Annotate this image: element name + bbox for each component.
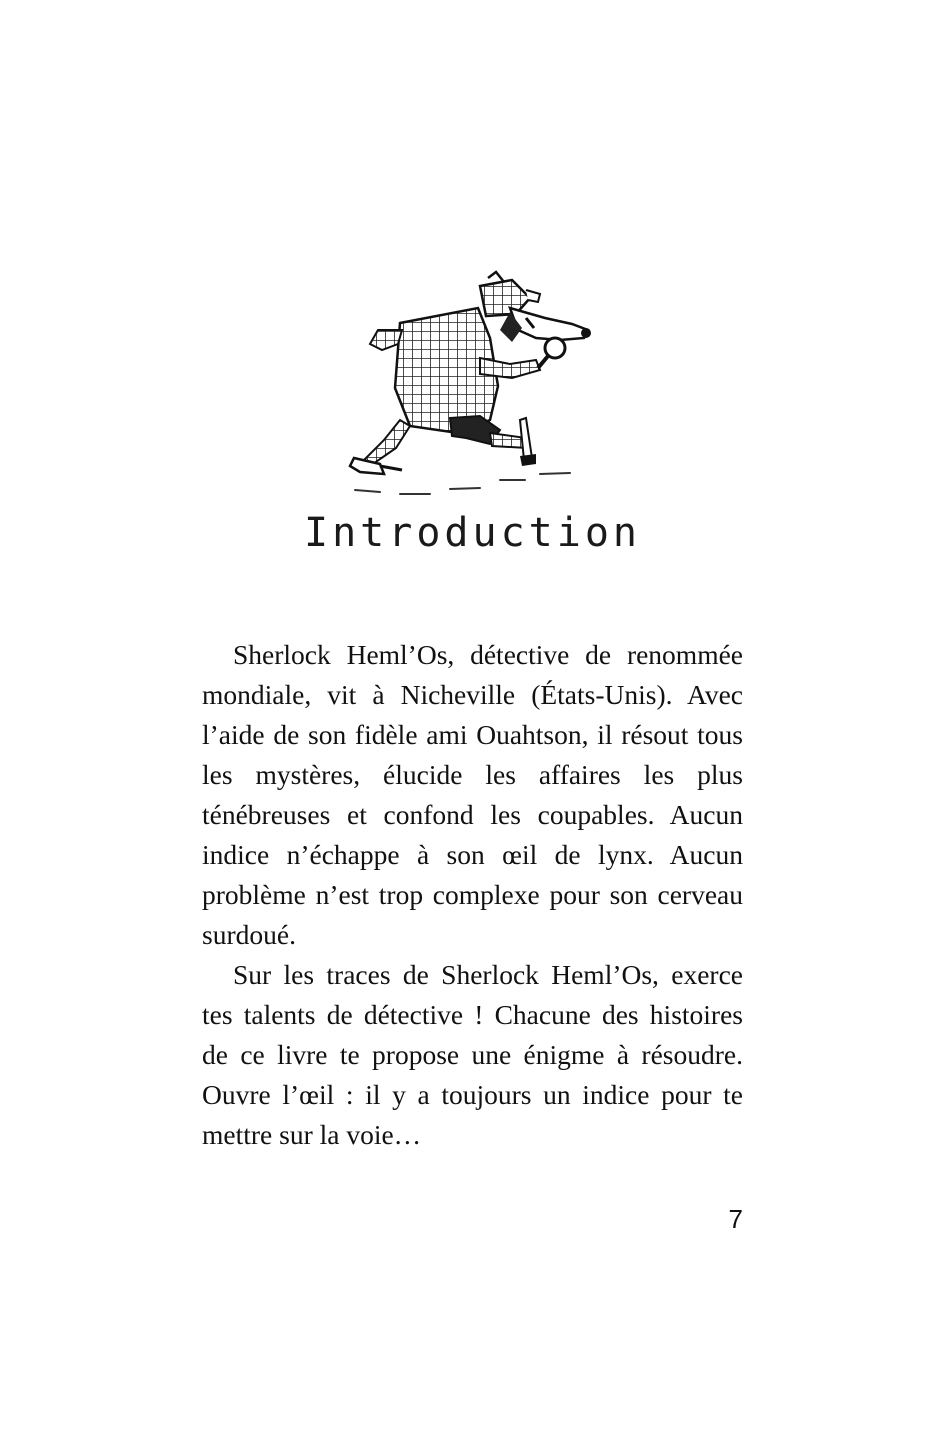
paragraph: Sur les traces de Sherlock Heml’Os, exerce tes talents de détective ! Chacune des histoires de ce livre te propose une énigme à résoudre. Ouvre l’œil : il y a toujours un indice pour te mettre sur la voie…: [202, 959, 743, 1150]
detective-dog-with-magnifying-glass-icon: [340, 268, 610, 504]
body-text: [202, 635, 743, 1155]
paragraph: Sherlock Heml’Os, détective de renommée mondiale, vit à Nicheville (États-Unis). Avec l’aide de son fidèle ami Ouahtson, il résout tous les mystères, élucide les affaires les plus ténébreuses et confond les coupables. Aucun indice n’échappe à son œil de lynx. Aucun problème n’est trop complexe pour son cerveau surdoué.: [202, 639, 743, 950]
page-number: 7: [728, 1204, 743, 1234]
detective-dog-illustration: [340, 268, 610, 504]
chapter-title: Introduction: [304, 510, 641, 556]
